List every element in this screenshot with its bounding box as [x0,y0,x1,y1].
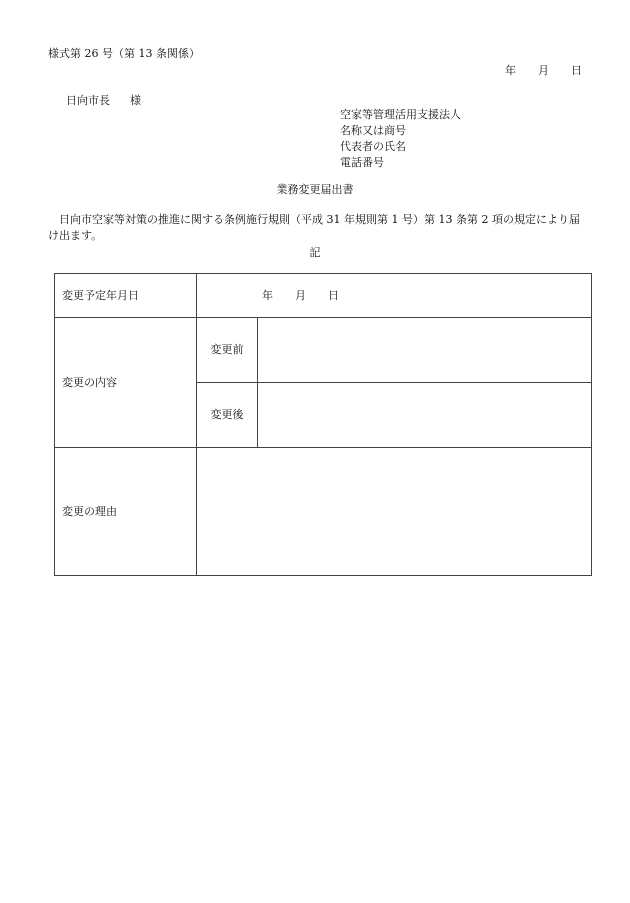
change-before-row [55,318,592,383]
applicant-block [340,107,461,171]
before-field[interactable] [258,318,592,383]
document-body: 日向市空家等対策の推進に関する条例施行規則（平成 31 年規則第 1 号）第 13 条第 2 項の規定により届け出ます。 [48,213,580,242]
planned-date-field[interactable] [197,274,592,318]
applicant-representative-label: 代表者の氏名 [340,140,406,153]
addressee-name: 日向市長 [66,94,110,107]
change-form-table [54,273,592,576]
planned-date-label: 変更予定年月日 [55,274,197,318]
planned-date-row [55,274,592,318]
applicant-name-label: 名称又は商号 [340,124,406,137]
ki-marker: 記 [309,246,321,259]
reason-row [55,448,592,576]
planned-day-label: 日 [328,288,339,302]
submission-date [505,63,582,79]
addressee [66,93,141,109]
date-year-label: 年 [505,64,516,77]
after-label: 変更後 [197,383,258,448]
date-month-label: 月 [538,64,549,77]
applicant-org-type: 空家等管理活用支援法人 [340,108,461,121]
after-field[interactable] [258,383,592,448]
document-title: 業務変更届出書 [276,183,354,196]
reason-label: 変更の理由 [55,448,197,576]
applicant-phone-label: 電話番号 [340,156,384,169]
date-day-label: 日 [571,64,582,77]
planned-month-label: 月 [295,288,306,302]
form-number: 様式第 26 号（第 13 条関係） [48,47,200,60]
planned-year-label: 年 [262,288,273,302]
addressee-honorific: 様 [130,94,141,107]
reason-field[interactable] [197,448,592,576]
before-label: 変更前 [197,318,258,383]
change-content-label: 変更の内容 [55,318,197,448]
